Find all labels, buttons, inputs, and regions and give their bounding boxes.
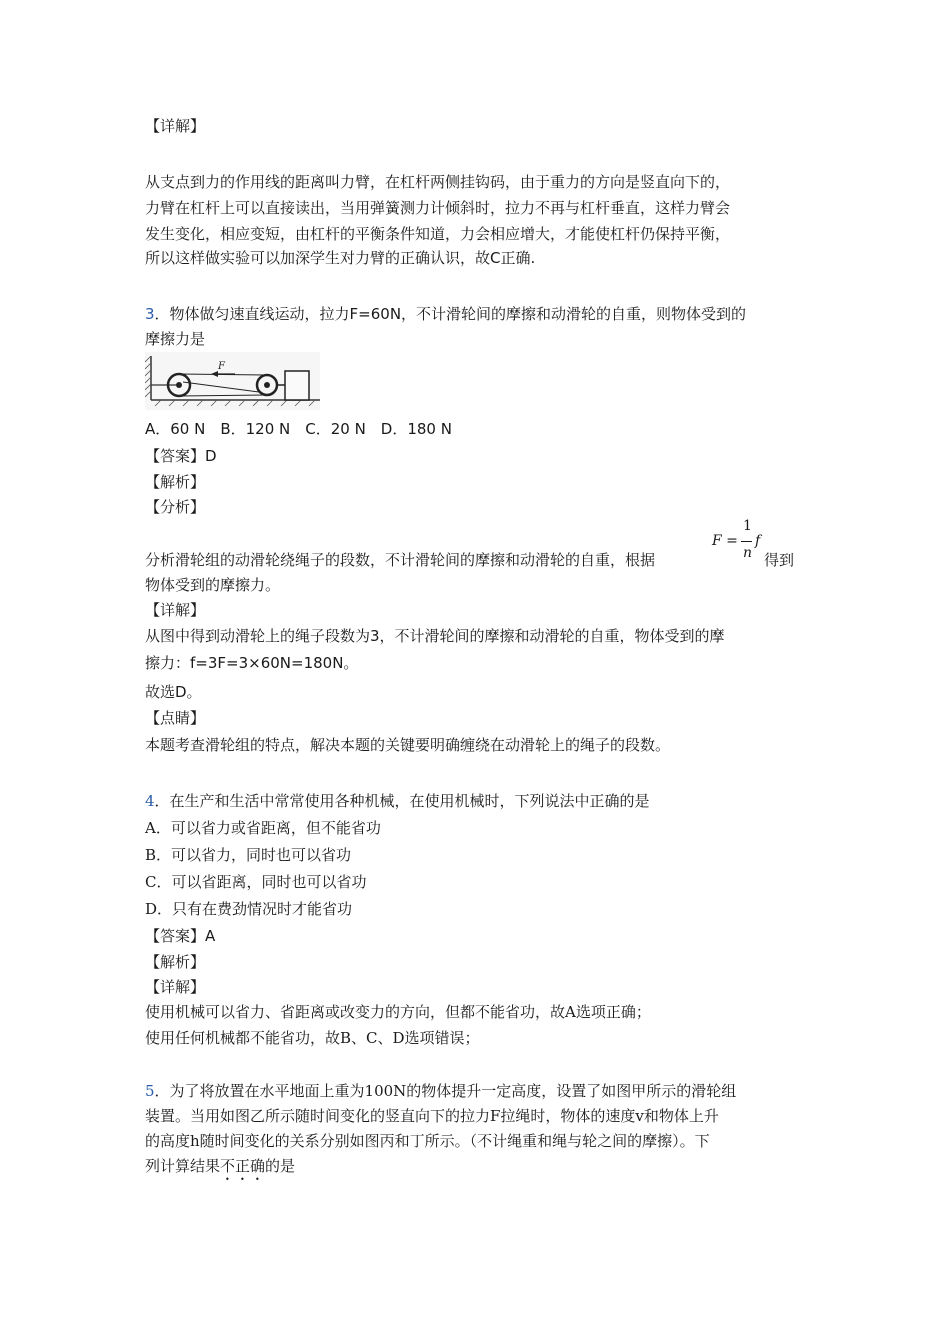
- formula-tail: f: [755, 533, 761, 549]
- q3-fenxi-label: 【分析】: [145, 498, 206, 516]
- q5-line-1: 5．为了将放置在水平地面上重为100N的物体提升一定高度，设置了如图甲所示的滑轮组: [145, 1082, 737, 1100]
- q2-detail-line-3: 发生变化，相应变短，由杠杆的平衡条件知道，力会相应增大，才能使杠杆仍保持平衡，: [145, 225, 731, 243]
- q4-detail-label: 【详解】: [145, 978, 206, 996]
- force-label: F: [218, 361, 225, 372]
- formula-lhs: F =: [712, 533, 738, 549]
- q4-option-a: A．可以省力或省距离，但不能省功: [145, 819, 381, 837]
- q3-dianjing: 本题考查滑轮组的特点，解决本题的关键要明确缠绕在动滑轮上的绳子的段数。: [145, 736, 671, 754]
- formula-denominator: n: [743, 545, 753, 561]
- q4-number: 4: [145, 792, 155, 810]
- q5-number: 5: [145, 1082, 155, 1100]
- q3-fenxi-line-1: 分析滑轮组的动滑轮绕绳子的段数，不计滑轮间的摩擦和动滑轮的自重，根据: [145, 551, 656, 569]
- q5-line-4: 列计算结果不正确的是: [145, 1157, 296, 1175]
- q3-stem-line-2: 摩擦力是: [145, 330, 206, 348]
- q4-stem: 4．在生产和生活中常常使用各种机械，在使用机械时，下列说法中正确的是: [145, 792, 650, 810]
- q3-fenxi-line-2: 物体受到的摩擦力。: [145, 576, 281, 594]
- q3-stem-line-1: 3．物体做匀速直线运动，拉力F=60N，不计滑轮间的摩擦和动滑轮的自重，则物体受到的: [145, 305, 747, 323]
- q3-analysis-label: 【解析】: [145, 473, 206, 491]
- formula: [712, 518, 767, 566]
- pulley-figure: [145, 352, 320, 410]
- q2-detail-line-2: 力臂在杠杆上可以直接读出，当用弹簧测力计倾斜时，拉力不再与杠杆垂直，这样力臂会: [145, 199, 731, 217]
- q2-detail-label: 【详解】: [145, 117, 206, 135]
- formula-numerator: 1: [743, 518, 752, 534]
- q4-detail-line-2: 使用任何机械都不能省功，故B、C、D选项错误；: [145, 1029, 480, 1047]
- q3-choose: 故选D。: [145, 683, 202, 701]
- q2-detail-line-1: 从支点到力的作用线的距离叫力臂，在杠杆两侧挂钩码，由于重力的方向是竖直向下的，: [145, 173, 731, 191]
- q3-answer: 【答案】D: [145, 447, 217, 465]
- q4-option-d: D．只有在费劲情况时才能省功: [145, 900, 353, 918]
- q5-line-2: 装置。当用如图乙所示随时间变化的竖直向下的拉力F拉绳时，物体的速度v和物体上升: [145, 1107, 719, 1125]
- q4-answer: 【答案】A: [145, 927, 216, 945]
- q3-options: A．60 N B．120 N C．20 N D．180 N: [145, 420, 452, 438]
- q3-number: 3: [145, 305, 155, 323]
- q5-line-3: 的高度h随时间变化的关系分别如图丙和丁所示。（不计绳重和绳与轮之间的摩擦）。下: [145, 1132, 710, 1150]
- q3-detail-line-1: 从图中得到动滑轮上的绳子段数为3，不计滑轮间的摩擦和动滑轮的自重，物体受到的摩: [145, 627, 725, 645]
- formula-bar: [741, 541, 752, 542]
- q3-detail-label: 【详解】: [145, 601, 206, 619]
- emphasis-not-correct: 不正确: [220, 1157, 266, 1175]
- q4-option-c: C．可以省距离，同时也可以省功: [145, 873, 367, 891]
- q2-detail-line-4: 所以这样做实验可以加深学生对力臂的正确认识，故C正确.: [145, 249, 536, 267]
- q3-fenxi-line-1-tail: 得到: [764, 551, 795, 569]
- q4-detail-line-1: 使用机械可以省力、省距离或改变力的方向，但都不能省功，故A选项正确；: [145, 1003, 651, 1021]
- q3-dianjing-label: 【点睛】: [145, 709, 206, 727]
- q4-analysis-label: 【解析】: [145, 953, 206, 971]
- q3-detail-line-2: 擦力：f=3F=3×60N=180N。: [145, 654, 359, 672]
- q4-option-b: B．可以省力，同时也可以省功: [145, 846, 352, 864]
